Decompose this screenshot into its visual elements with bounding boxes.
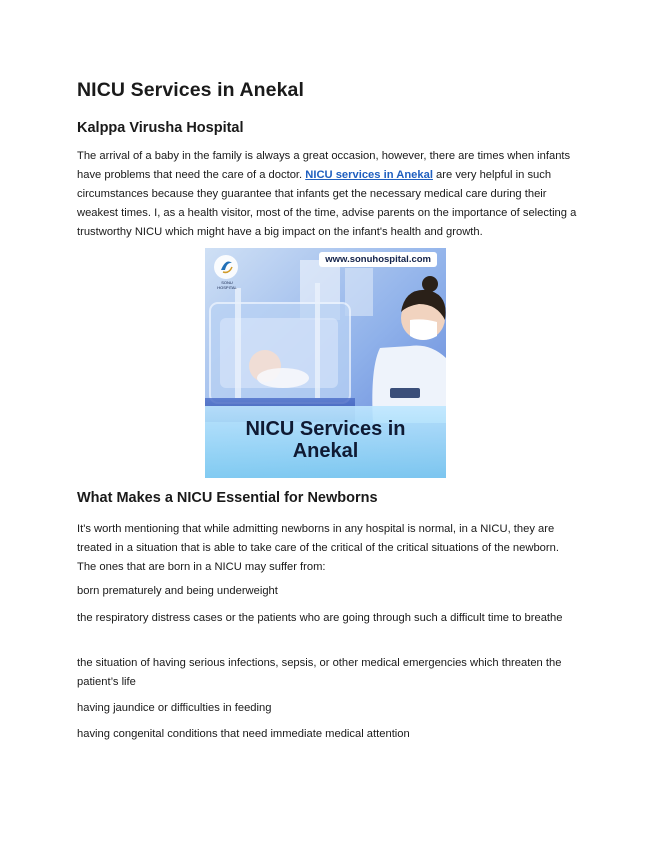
intro-text-before-link: The arrival of a baby in the family is always a great occasion, however, there are times when infants have problems that need the care of a doctor. [77,150,571,181]
hospital-name-heading: Kalppa Virusha Hospital [77,120,244,136]
section-intro-paragraph: It's worth mentioning that while admitting newborns in any hospital is normal, in a NICU, they are treated in a situation that is able to take care of the critical of the critical situations of the newborn. The ones that are born in a NICU may suffer from: [77,523,559,573]
hospital-logo [213,254,241,290]
hospital-logo-text: SONU HOSPITAL [217,280,237,290]
condition-item: having congenital conditions that need immediate medical attention [77,728,410,740]
condition-item: the respiratory distress cases or the patients who are going through such a difficult time to breathe [77,612,563,624]
condition-item: the situation of having serious infections, sepsis, or other medical emergencies which threaten the patient’s life [77,657,562,688]
intro-paragraph [77,147,577,242]
page-title: NICU Services in Anekal [77,79,305,101]
image-caption-line-2: Anekal [292,440,359,462]
image-caption-line-1: NICU Services in [245,418,406,440]
website-url-label: www.sonuhospital.com [319,252,437,267]
section-heading: What Makes a NICU Essential for Newborns [77,490,378,506]
nicu-services-link[interactable]: NICU services in Anekal [305,169,433,181]
nicu-promo-image [205,248,446,478]
hospital-logo-icon [213,254,239,280]
condition-item: born prematurely and being underweight [77,585,278,597]
intro-text-after-link: are very helpful in such circumstances because they guarantee that infants get the necessary medical care during their weakest times. I, as a health visitor, most of the time, advise parents on the importance of selecting a trustworthy NICU which might have a big impact on the infant's health and growth. [77,169,577,238]
image-caption [205,418,446,462]
condition-item: having jaundice or difficulties in feeding [77,702,272,714]
